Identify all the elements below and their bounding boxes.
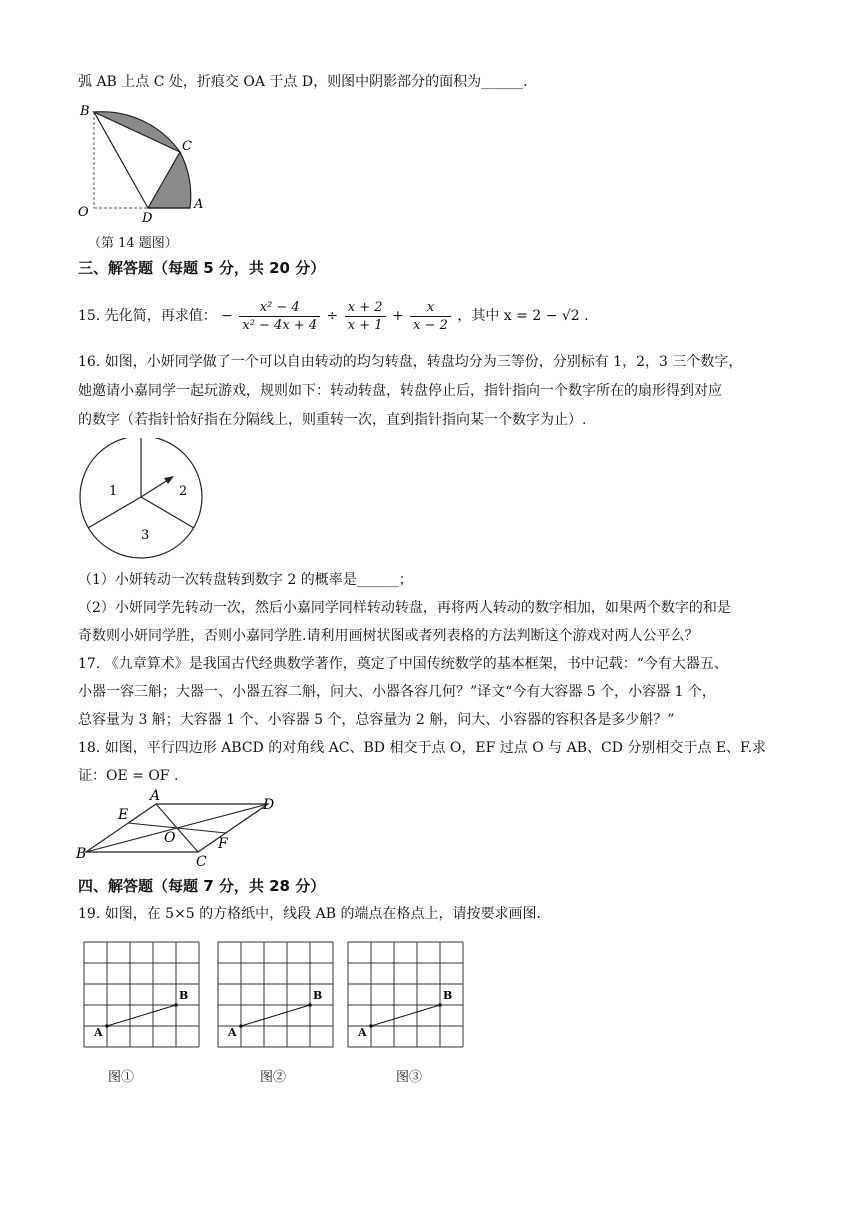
lattice-point	[308, 1003, 312, 1007]
pg-label-e: E	[118, 807, 129, 823]
q15-tail: ，其中 x = 2 − √2 .	[457, 308, 589, 324]
q17-line3: 总容量为 3 斛；大容器 1 个、小容器 5 个，总容量为 2 斛，问大、小容器的容积各是多少斛？”	[78, 712, 675, 728]
grid-caption-1: 图①	[108, 1070, 135, 1085]
point-b-label: B	[443, 989, 453, 1002]
q17-line1: 17. 《九章算术》是我国古代经典数学著作，奠定了中国传统数学的基本框架，书中记载：“今有大器五、	[78, 656, 728, 672]
grid-3	[344, 938, 466, 1050]
lattice-point	[105, 1024, 109, 1028]
lattice-point	[438, 1003, 442, 1007]
grid-caption-3: 图③	[396, 1070, 423, 1085]
spinner-figure	[76, 438, 206, 568]
section4-title: 四、解答题（每题 7 分，共 28 分）	[78, 877, 326, 895]
lattice-point	[239, 1024, 243, 1028]
q16-part1: （1）小妍转动一次转盘转到数字 2 的概率是______；	[78, 572, 413, 588]
q14-label-c: C	[182, 139, 192, 154]
q18-line1: 18. 如图，平行四边形 ABCD 的对角线 AC、BD 相交于点 O，EF 过点 O 与 AB、CD 分别相交于点 E、F.求	[78, 740, 767, 756]
q19-line1: 19. 如图，在 5×5 的方格纸中，线段 AB 的端点在格点上，请按要求画图.	[78, 906, 541, 922]
pg-label-f: F	[218, 836, 228, 852]
segment-ab	[107, 1005, 176, 1026]
q18-line2: 证：OE = OF .	[78, 768, 179, 784]
parallelogram-figure	[72, 786, 292, 868]
point-b-label: B	[179, 989, 189, 1002]
section3-title: 三、解答题（每题 5 分，共 20 分）	[78, 259, 326, 277]
q15-lead: 15. 先化简，再求值：	[78, 308, 217, 324]
q14-text: 弧 AB 上点 C 处，折痕交 OA 于点 D，则图中阴影部分的面积为______.	[78, 74, 528, 90]
lattice-point	[369, 1024, 373, 1028]
q14-caption: （第 14 题图）	[88, 236, 178, 251]
q16-line2: 她邀请小嘉同学一起玩游戏，规则如下：转动转盘，转盘停止后，指针指向一个数字所在的扇形得到对应	[78, 383, 722, 399]
q15-fraction-1: $\frac{\text{x² − 4}}{\text{x² − 4x + 4}}$	[239, 299, 320, 334]
sector-label-2: 2	[179, 484, 188, 499]
pg-label-a: A	[150, 788, 161, 804]
lattice-point	[174, 1003, 178, 1007]
q16-line3: 的数字（若指针恰好指在分隔线上，则重转一次，直到指针指向某一个数字为止）.	[78, 412, 587, 428]
q16-line1: 16. 如图，小妍同学做了一个可以自由转动的均匀转盘，转盘均分为三等份，分别标有 1，2，3 三个数字，	[78, 354, 743, 370]
pg-label-c: C	[196, 854, 207, 868]
point-a-label: A	[358, 1026, 367, 1039]
q15: 15. 先化简，再求值： − $\frac{\text{x² − 4}}{\text{x² − 4x + 4}}$ ÷ $\frac{x + 2}{x + 1}$ + $\frac{x}{x - 2}$ ，其中 x = 2 − √2 .	[78, 299, 589, 333]
segment-ab	[371, 1005, 440, 1026]
segment-ab	[241, 1005, 310, 1026]
q16-part2-line2: 奇数则小妍同学胜，否则小嘉同学胜.请利用画树状图或者列表格的方法判断这个游戏对两人公平么？	[78, 628, 699, 644]
q14-label-a: A	[194, 197, 204, 212]
point-a-label: A	[228, 1026, 237, 1039]
pg-label-b: B	[76, 846, 87, 862]
pg-label-d: D	[263, 797, 275, 813]
pg-label-o: O	[164, 830, 176, 846]
grid-caption-2: 图②	[260, 1070, 287, 1085]
point-a-label: A	[94, 1026, 103, 1039]
q15-fraction-2: $\frac{x + 2}{x + 1}$	[345, 299, 386, 334]
q14-label-o: O	[78, 205, 89, 220]
q17-line2: 小器一容三斛；大器一、小器五容二斛，问大、小器各容几何？”译文“今有大容器 5 个，小容器 1 个，	[78, 684, 716, 700]
sector-label-1: 1	[109, 484, 118, 499]
sector-label-3: 3	[141, 528, 150, 543]
q14-figure	[70, 96, 210, 226]
q14-label-b: B	[80, 104, 90, 119]
q16-part2-line1: （2）小妍同学先转动一次，然后小嘉同学同样转动转盘，再将两人转动的数字相加，如果两个数字的和是	[78, 600, 731, 616]
grid-1	[80, 938, 202, 1050]
q15-fraction-3: $\frac{x}{x - 2}$	[410, 299, 451, 334]
grid-2	[214, 938, 336, 1050]
q14-label-d: D	[142, 211, 153, 226]
point-b-label: B	[313, 989, 323, 1002]
